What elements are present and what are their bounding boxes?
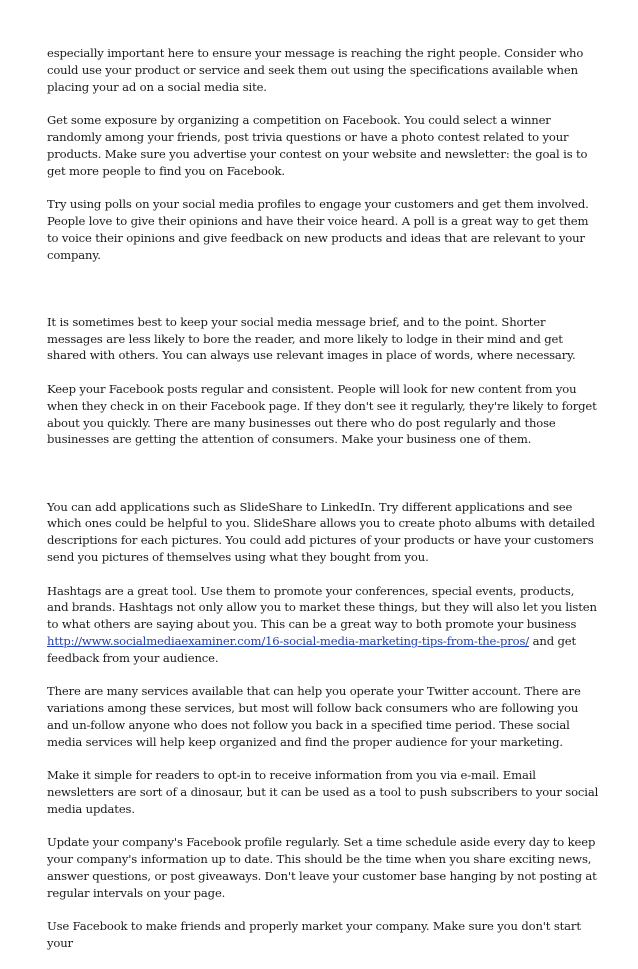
paragraph-hashtags [47,583,599,667]
blank-gap [47,280,599,314]
hashtags-text-after: and get feedback from your audience. [47,633,576,665]
hashtags-text-before: Hashtags are a great tool. Use them to promote your conferences, special events, products, and brands. Hashtags not only allow you to market these things, but they will also let you listen to what others are saying about you. This can be a great way to both promote your business [47,583,597,632]
paragraph-email-optin: Make it simple for readers to opt-in to receive information from you via e-mail. Email newsletters are sort of a dinosaur, but it can be used as a tool to push subscribers to your social media updates. [47,768,599,816]
paragraph-polls: Try using polls on your social media profiles to engage your customers and get them involved. People love to give their opinions and have their voice heard. A poll is a great way to get them to voice their opinions and give feedback on new products and ideas that are relevant to your company. [47,197,589,262]
paragraph-update-profile: Update your company's Facebook profile regularly. Set a time schedule aside every day to keep your company's information up to date. This should be the time when you share exciting news, answer questions, or post giveaways. Don't leave your customer base hanging by not posting at regular intervals on your page. [47,835,597,900]
document-page [47,45,599,969]
paragraph-twitter-services: There are many services available that can help you operate your Twitter account. There are variations among these services, but most will follow back consumers who are following you and un-follow anyone who does not follow you back in a specified time period. These social media services will help keep organized and find the proper audience for your marketing. [47,684,581,749]
socialmediaexaminer-link[interactable]: http://www.socialmediaexaminer.com/16-social-media-marketing-tips-from-the-pros/ [47,633,530,648]
paragraph-slideshare: You can add applications such as SlideShare to LinkedIn. Try different applications and see which ones could be helpful to you. SlideShare allows you to create photo albums with detailed descriptions for each pictures. You could add pictures of your products or have your customers send you pictures of themselves using what they bought from you. [47,499,595,564]
paragraph-make-friends: Use Facebook to make friends and properly market your company. Make sure you don't start your [47,919,581,951]
paragraph-brief-messages: It is sometimes best to keep your social media message brief, and to the point. Shorter messages are less likely to bore the reader, and more likely to lodge in their mind and get shared with others. You can always use relevant images in place of words, where necessary. [47,314,576,363]
paragraph-target-audience: especially important here to ensure your message is reaching the right people. Consider who could use your product or service and seek them out using the specifications available when placing your ad on a social media site. [47,46,584,94]
paragraph-facebook-competition: Get some exposure by organizing a competition on Facebook. You could select a winner randomly among your friends, post trivia questions or have a photo contest related to your products. Make sure you advertise your contest on your website and newsletter: the goal is to get more people to find you on Facebook. [47,113,588,178]
blank-gap [47,465,599,499]
paragraph-regular-posts: Keep your Facebook posts regular and consistent. People will look for new content from you when they check in on their Facebook page. If they don't see it regularly, they're likely to forget about you quickly. There are many businesses out there who do post regularly and those businesses are getting the attention of consumers. Make your business one of them. [47,381,597,447]
